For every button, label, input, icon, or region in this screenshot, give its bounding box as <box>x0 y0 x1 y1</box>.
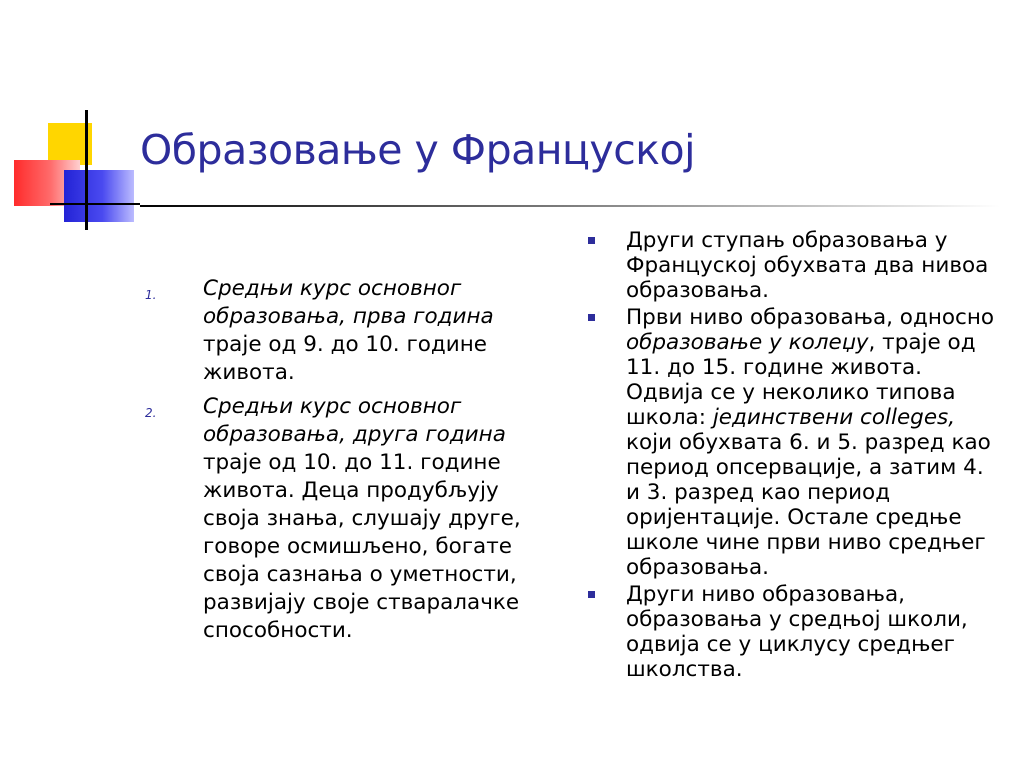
blue-square <box>64 170 134 222</box>
decorative-squares <box>0 0 150 240</box>
horizontal-rule-short <box>50 203 140 205</box>
title-underline <box>140 205 1000 207</box>
list-item-italic: Средњи курс основног образовања, прва година <box>203 276 494 329</box>
vertical-rule <box>85 110 88 230</box>
list-item-italic: образовање у колеџу <box>626 330 869 355</box>
list-item-text: Други ниво образовања, образовања у средњој школи, одвија се у циклусу средњег школства. <box>626 582 968 682</box>
list-item-text: траје од 10. до 11. године живота. Деца продубљују своја знања, слушају друге, говоре осмишљено, богате своја сазнања о уметности, развијају своје стваралачке способности. <box>203 450 521 643</box>
list-number: 2. <box>145 406 157 420</box>
list-item <box>588 582 998 682</box>
list-item-text: , траје од 11. до 15. године живота. Одвија се у неколико типова школа: <box>626 330 976 430</box>
bullet-list <box>588 228 998 684</box>
square-bullet-icon <box>588 314 595 321</box>
list-item-italic: Средњи курс основног образовања, друга година <box>203 394 506 447</box>
list-item-text: траје од 9. до 10. године живота. <box>203 332 488 385</box>
square-bullet-icon <box>588 237 595 244</box>
list-item-text: који обухвата 6. и 5. разред као период опсервације, а затим 4. и 3. разред као период оријентације. Остале средње школе чине први ниво средњег образовања. <box>626 430 991 580</box>
slide-title: Образовање у Француској <box>140 126 695 174</box>
list-item-italic: јединствени colleges, <box>712 405 956 430</box>
list-item <box>145 275 545 387</box>
numbered-list <box>145 275 545 651</box>
list-number: 1. <box>145 288 157 302</box>
list-item <box>588 305 998 580</box>
list-item-text: Први ниво образовања, односно <box>626 305 995 330</box>
list-item-text: Други ступањ образовања у Француској обухвата два нивоа образовања. <box>626 228 989 303</box>
square-bullet-icon <box>588 591 595 598</box>
list-item <box>145 393 545 645</box>
list-item <box>588 228 998 303</box>
